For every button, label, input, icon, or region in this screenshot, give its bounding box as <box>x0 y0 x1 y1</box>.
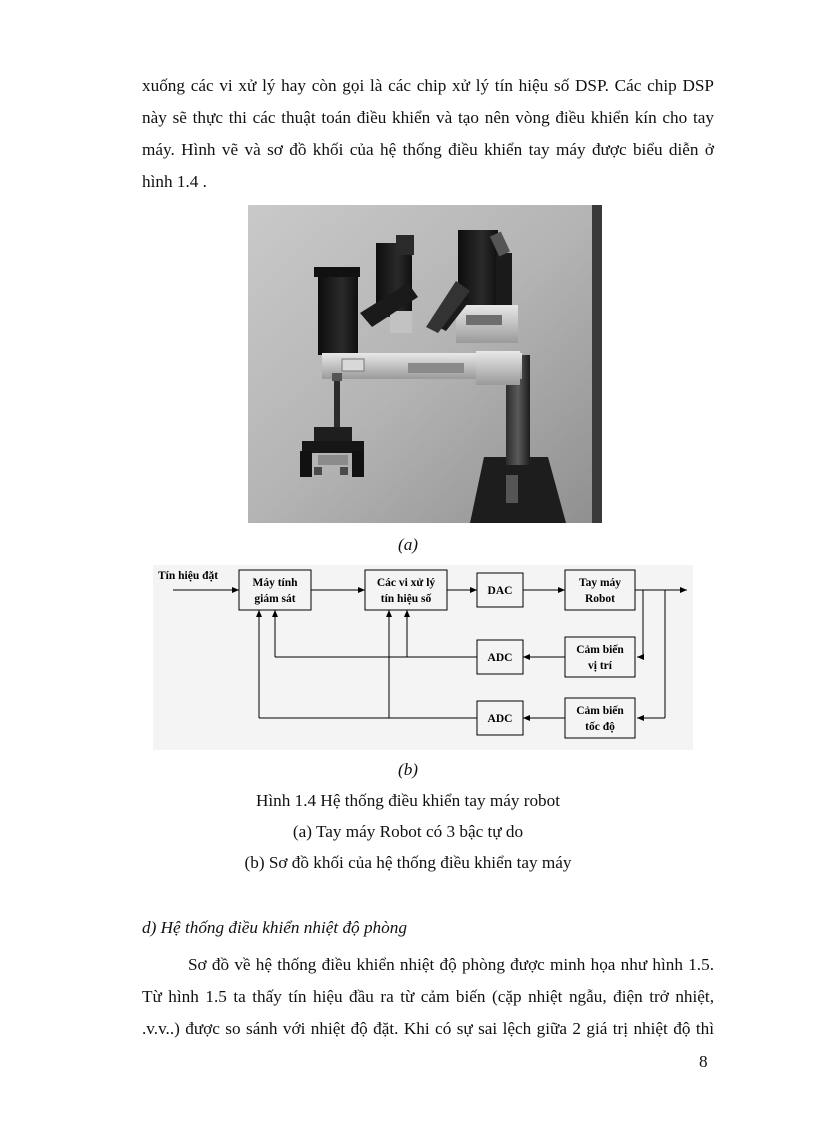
processors-line1: Các vi xử lý <box>376 577 436 589</box>
robot-arm-line2: Robot <box>584 593 616 605</box>
text-line: Từ hình 1.5 ta thấy tín hiệu đầu ra từ cảm biến (cặp nhiệt ngẫu, điện trở nhiệt, <box>142 987 714 1006</box>
figure-caption-a: (a) Tay máy Robot có 3 bậc tự do <box>292 822 524 841</box>
figure-caption-title: Hình 1.4 Hệ thống điều khiển tay máy robot <box>255 791 561 810</box>
monitor-computer-line1: Máy tính <box>252 577 298 589</box>
position-sensor-line2: vị trí <box>588 660 612 672</box>
text-line: .v.v..) được so sánh với nhiệt độ đặt. Khi có sự sai lệch giữa 2 giá trị nhiệt độ thì <box>142 1019 714 1038</box>
dac-label: DAC <box>487 585 513 597</box>
text-line: Sơ đồ về hệ thống điều khiển nhiệt độ phòng được minh họa như hình 1.5. <box>188 955 714 974</box>
monitor-computer-line2: giám sát <box>254 593 296 605</box>
figure-label-b: (b) <box>397 760 419 779</box>
adc-speed-label: ADC <box>487 713 513 725</box>
figure-label-a: (a) <box>397 535 419 554</box>
text-line: hình 1.4 . <box>142 172 207 191</box>
section-paragraph <box>142 949 714 1045</box>
control-block-diagram <box>153 565 693 750</box>
input-label: Tín hiệu đặt <box>158 570 219 582</box>
processors-line2: tín hiệu số <box>380 593 432 605</box>
text-line: xuống các vi xử lý hay còn gọi là các chip xử lý tín hiệu số DSP. Các chip DSP <box>142 76 714 95</box>
robot-arm-photo <box>248 205 602 523</box>
text-line: này sẽ thực thi các thuật toán điều khiển và tạo nên vòng điều khiển kín cho tay <box>142 108 714 127</box>
section-heading: d) Hệ thống điều khiển nhiệt độ phòng <box>142 918 407 937</box>
speed-sensor-line1: Cảm biến <box>576 705 624 717</box>
text-line: máy. Hình vẽ và sơ đồ khối của hệ thống điều khiển tay máy được biểu diễn ở <box>142 140 714 159</box>
robot-arm-line1: Tay máy <box>578 577 622 589</box>
intro-paragraph <box>142 70 714 198</box>
position-sensor-line1: Cảm biến <box>576 644 624 656</box>
speed-sensor-line2: tốc độ <box>585 721 615 733</box>
figure-caption-b: (b) Sơ đồ khối của hệ thống điều khiển tay máy <box>244 853 572 872</box>
adc-position-label: ADC <box>487 652 513 664</box>
page-number: 8 <box>699 1052 708 1071</box>
